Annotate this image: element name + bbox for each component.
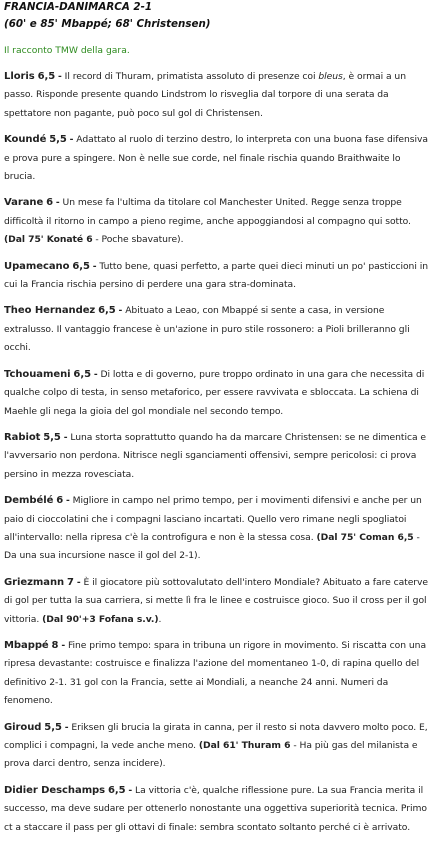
player-rating-varane (4, 194, 430, 249)
substitution-player: (Dal 61' Thuram 6 (198, 740, 291, 751)
intro-line: Il racconto TMW della gara. (4, 45, 130, 56)
player-rating-mbappe (4, 637, 430, 711)
player-rating: 5,5 (43, 431, 61, 443)
player-name: Upamecano (4, 260, 70, 272)
player-rating-dembele (4, 492, 430, 566)
player-comment: Un mese fa l'ultima da titolare col Manchester United. Regge senza troppe difficoltà il ritorno in campo a pieno regime, anche appoggiandosi al compagno qui sotto. (4, 197, 411, 227)
separator: - (76, 576, 81, 588)
separator: - (93, 368, 98, 380)
player-name: Rabiot (4, 431, 41, 443)
substitution-comment: - Poche sbavature). (92, 234, 184, 246)
player-rating: 6 (56, 495, 64, 507)
separator: - (63, 431, 68, 443)
player-rating-griezmann (4, 574, 430, 629)
separator: - (69, 134, 74, 146)
substitution-player: (Dal 90'+3 Fofana s.v.) (42, 613, 159, 625)
separator: - (118, 305, 123, 317)
separator: - (65, 495, 70, 507)
player-rating-kounde (4, 131, 430, 186)
player-rating: 8 (51, 639, 59, 651)
player-name: Varane (4, 197, 44, 209)
player-comment: Migliore in campo nel primo tempo, per i movimenti difensivi e anche per un paio di cioccolatini che i compagni lasciano incartati. Quello vero rimane negli spogliatoi all'intervallo: nella ripresa c'è la controfigura e non è la stessa cosa. (4, 495, 422, 543)
player-name: Lloris (4, 71, 35, 82)
player-comment: Eriksen gli brucia la girata in canna, per il resto si nota davvero molto poco. E, complici i compagni, la vede anche meno. (4, 721, 428, 751)
player-comment: Luna storta soprattutto quando ha da marcare Christensen: se ne dimentica e l'avversario non perdona. Nitrisce negli sganciamenti offensivi, sempre pericolosi: ci prova persino in mezza rovesciata. (4, 431, 427, 480)
player-rating-tchouameni (4, 366, 430, 421)
player-rating: 6 (46, 197, 54, 209)
player-rating: 6,5 (37, 71, 56, 82)
match-title: FRANCIA-DANIMARCA 2-1 (4, 1, 153, 13)
coach-rating-deschamps (4, 782, 430, 837)
separator: - (55, 197, 60, 209)
player-name: Koundé (4, 134, 47, 146)
player-comment: Fine primo tempo: spara in tribuna un rigore in movimento. Si riscatta con una ripresa devastante: costruisce e finalizza l'azione del momentaneo 1-0, di rapina quello del definitivo 2-1. 31 gol con la Francia, sette ai Mondiali, a neanche 24 anni. Numeri da fenomeno. (4, 639, 427, 707)
player-rating-theo-hernandez (4, 302, 430, 357)
player-rating-lloris (4, 68, 430, 123)
player-name: Tchouameni (4, 368, 71, 380)
player-rating: 6,5 (72, 260, 90, 272)
substitution-comment: - Ha più gas del milanista e prova darci dentro, senza incidere). (4, 740, 418, 770)
player-name: Griezmann (4, 576, 65, 588)
separator: - (61, 639, 66, 651)
player-name: Dembélé (4, 495, 54, 507)
player-comment-end: , è ormai a un passo. Risponde presente quando Lindstrom lo risveglia dal torpore di una serata da spettatore non pagante, può poco sul gol di Christensen. (4, 71, 406, 119)
player-comment-italic: bleus (318, 71, 343, 82)
player-rating: 5,5 (49, 134, 67, 146)
player-rating-rabiot (4, 429, 430, 484)
player-rating: 7 (67, 576, 74, 588)
coach-comment: La vittoria c'è, qualche riflessione pure. La sua Francia merita il successo, ma deve sudare per ottenerlo nonostante una oggettiva superiorità tecnica. Primo ct a staccare il pass per gli ottavi di finale: sembra scontato soltanto perché ci è arrivato. (4, 784, 427, 833)
player-rating-upamecano (4, 258, 430, 295)
substitution-player: (Dal 75' Coman 6,5 (316, 531, 414, 543)
coach-rating: 6,5 (107, 784, 126, 796)
match-scorers: (60' e 85' Mbappé; 68' Christensen) (4, 18, 211, 30)
coach-name: Didier Deschamps (4, 784, 106, 796)
player-comment: Di lotta e di governo, pure troppo ordinato in una gara che necessita di qualche colpo di testa, in senso metaforico, per essere ravvivata e sbloccata. La schiena di Maehle gli nega la gioia del gol mondiale nel secondo tempo. (4, 368, 425, 417)
player-comment: È il giocatore più sottovalutato dell'intero Mondiale? Abituato a fare caterve di gol per tutta la sua carriera, si mette lì fra le linee e costruisce gioco. Suo il cross per il gol vittoria. (4, 576, 429, 625)
separator: - (58, 71, 62, 82)
player-rating: 6,5 (98, 305, 116, 317)
player-name: Giroud (4, 721, 42, 733)
player-rating: 5,5 (44, 721, 62, 733)
separator: - (92, 260, 97, 272)
player-name: Theo Hernandez (4, 305, 96, 317)
player-comment: Il record di Thuram, primatista assoluto di presenze coi (64, 71, 319, 82)
player-comment: Abituato a Leao, con Mbappé si sente a casa, in versione extralusso. Il vantaggio francese è un'azione in puro stile rossonero: a Pioli brilleranno gli occhi. (4, 305, 410, 354)
separator: - (64, 721, 69, 733)
player-rating-giroud (4, 719, 430, 774)
substitution-comment: . (158, 613, 162, 625)
substitution-player: (Dal 75' Konaté 6 (4, 234, 93, 246)
player-rating: 6,5 (73, 368, 91, 380)
separator: - (128, 784, 133, 796)
player-comment: Adattato al ruolo di terzino destro, lo interpreta con una buona fase difensiva e prova pure a spingere. Non è nelle sue corde, nel finale rischia quando Braithwaite lo brucia. (4, 134, 429, 183)
substitution-comment: - Da una sua incursione nasce il gol del 2-1). (4, 531, 420, 562)
player-comment: Tutto bene, quasi perfetto, a parte quei dieci minuti un po' pasticcioni in cui la Francia rischia persino di perdere una gara stra-dominata. (4, 260, 428, 291)
player-name: Mbappé (4, 639, 49, 651)
